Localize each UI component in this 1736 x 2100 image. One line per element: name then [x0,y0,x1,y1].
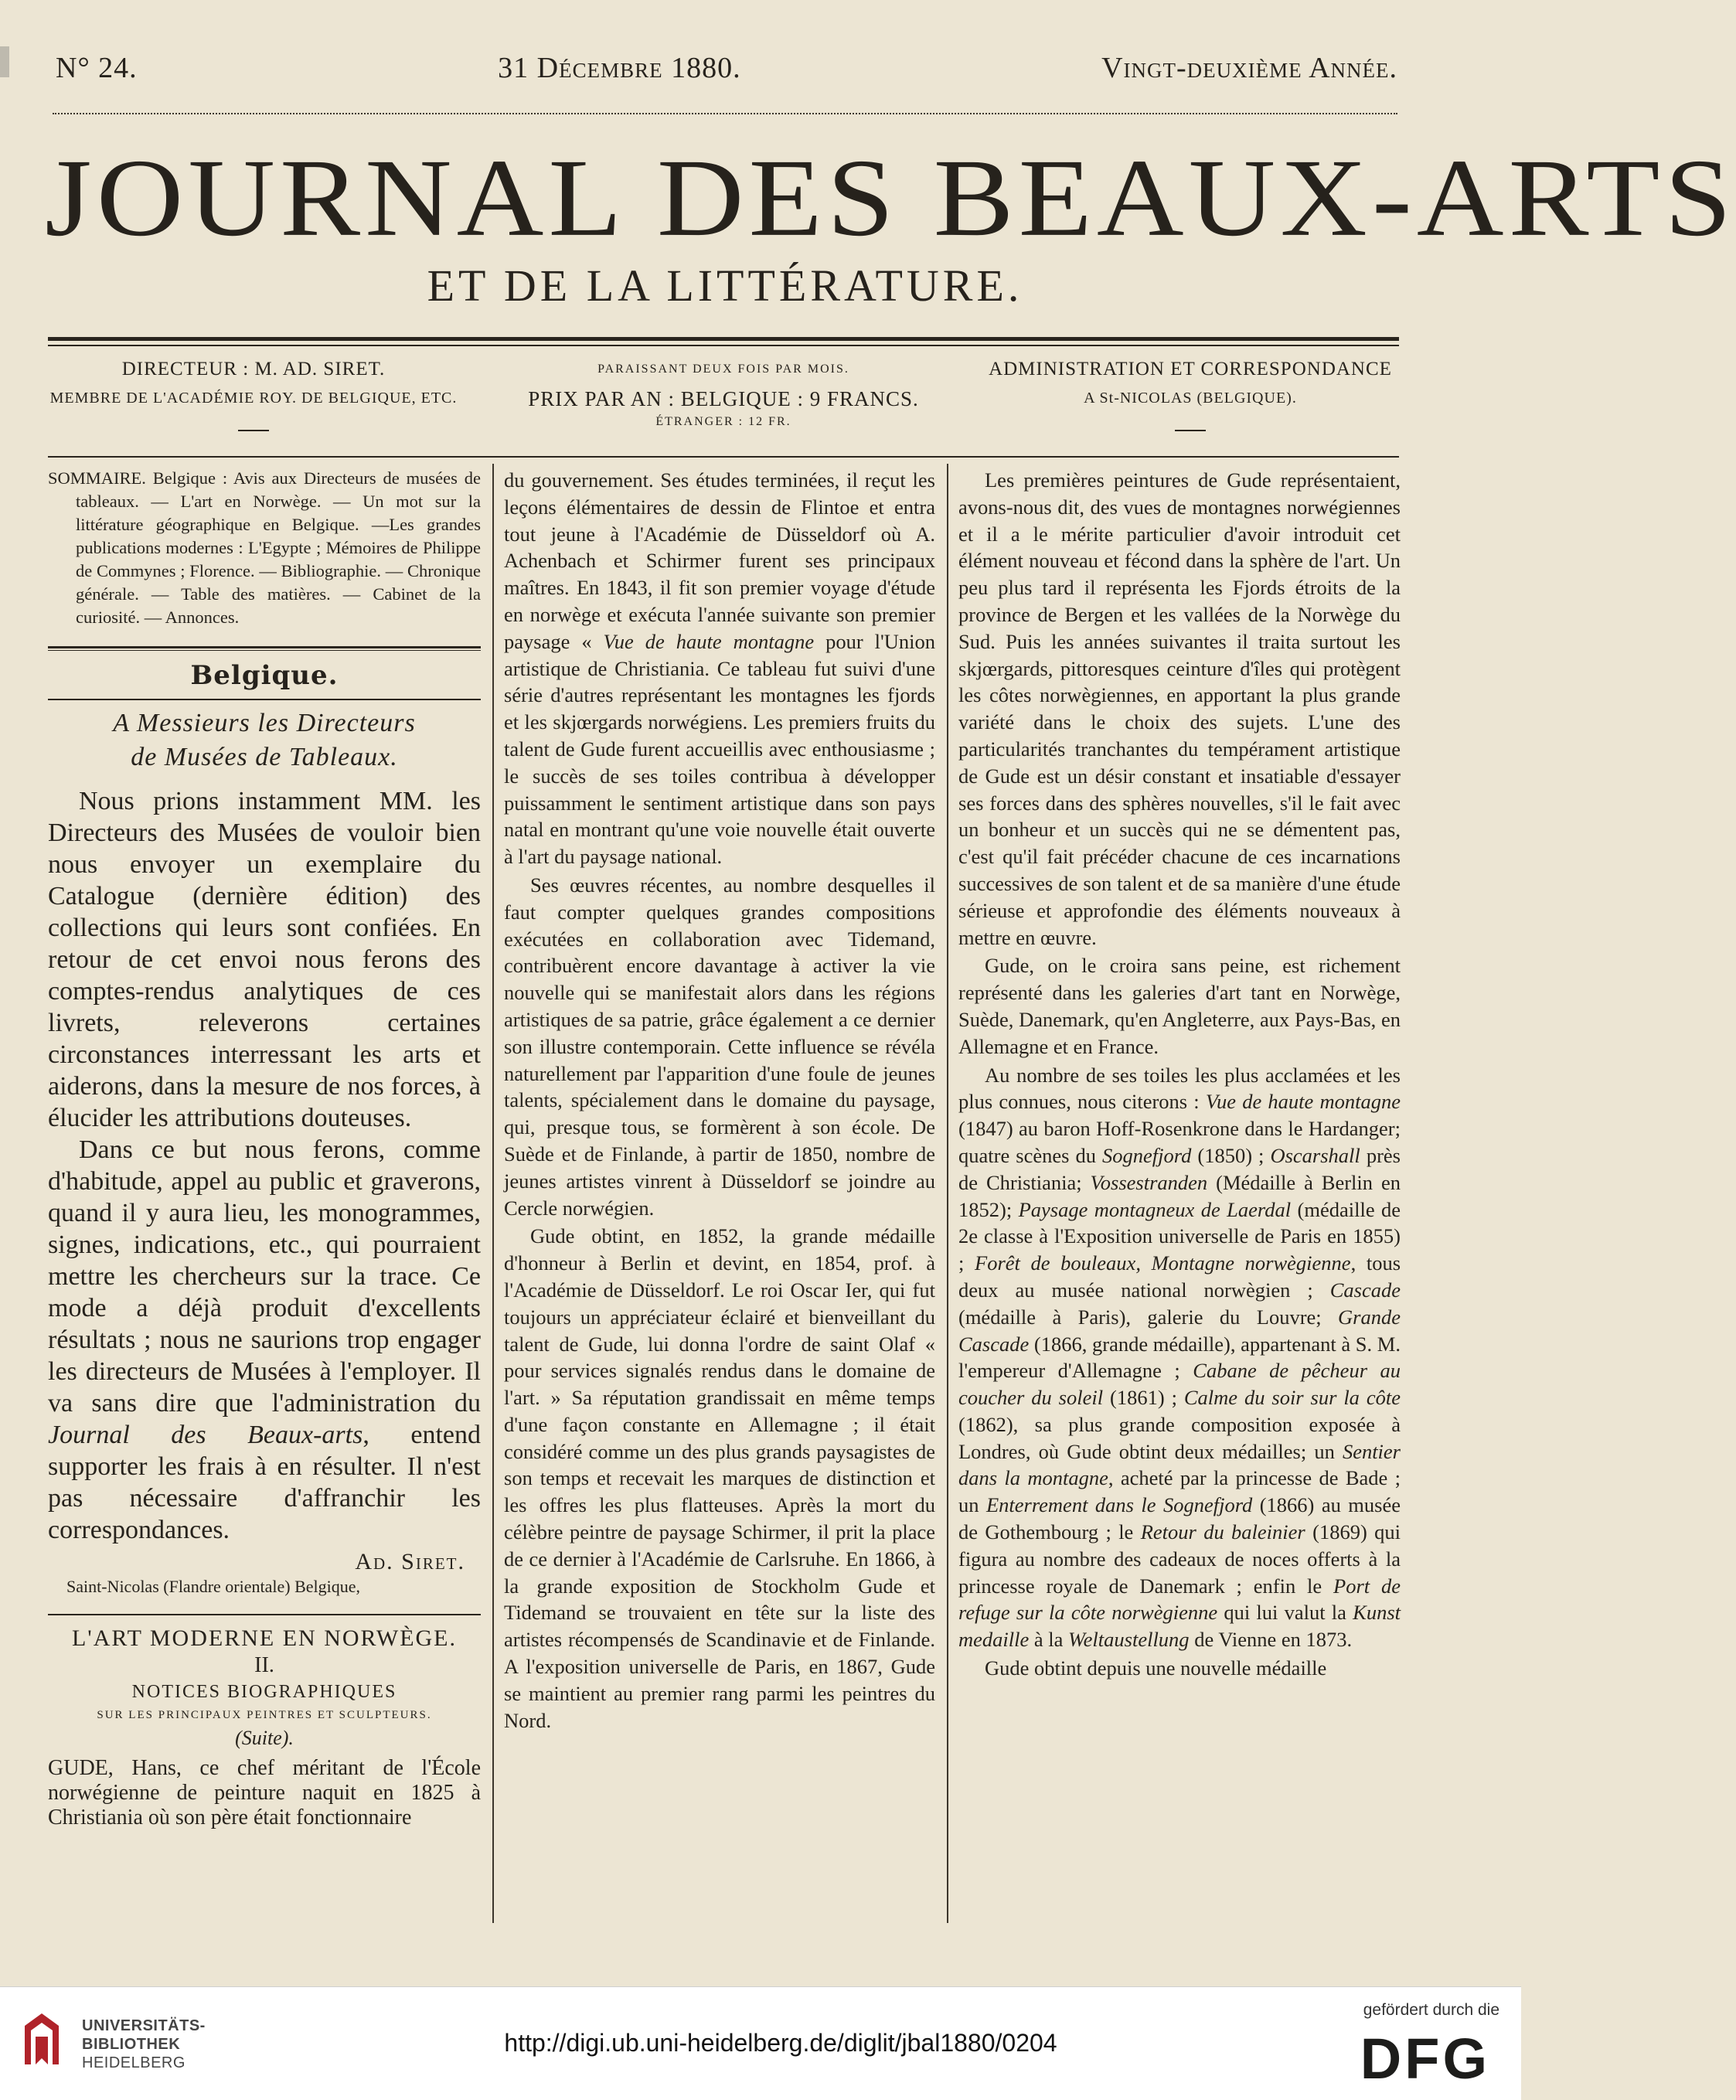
summary [48,467,481,629]
issue-date: 31 Décembre 1880. [498,52,741,84]
artwork-title: Cabane de pêcheur au coucher du soleil [958,1359,1401,1410]
notice-heading-line: de Musées de Tableaux. [131,743,398,771]
signature: Ad. Siret. [355,1549,465,1574]
article-text: (médaille de 2e classe à l'Exposition universelle de Paris en 1855) ; [958,1197,1401,1275]
article-text: à la [1029,1628,1069,1652]
column-1 [48,467,481,1830]
artwork-title: Grande Cascade [958,1305,1401,1356]
article-subtitle: NOTICES BIOGRAPHIQUES [131,1682,397,1702]
article-continued: (Suite). [235,1727,294,1749]
artwork-title: Weltaustellung [1068,1628,1190,1652]
column-3 [958,467,1401,1682]
scan-edge-mark [0,46,9,77]
masthead-double-rule [48,337,1399,346]
source-url-link[interactable]: http://digi.ub.uni-heidelberg.de/diglit/jbal1880/0204 [504,2029,1057,2057]
column-rule [947,464,948,1923]
article-text: (1850) ; [1191,1143,1271,1167]
artwork-title: Enterrement dans le Sognefjord [985,1493,1253,1517]
article-paragraph: Ses œuvres récentes, au nombre desquelles il faut compter quelques grandes compositions exécutées en collaboration avec Tidemand, contribuèrent encore davantage à activer la vie nouvelle qui se manifestait alors dans les régions artistiques de sa patrie, grâce également a ce dernier son illustre contemporain. Cette influence se révéla naturellement par l'apparition d'une foule de jeunes talents, spécialement dans le domaine du paysage, qui, presque tous, se formèrent à son école. De Suède et de Finlande, à partir de 1850, nombre de jeunes artistes vinrent à Düsseldorf se joindre au Cercle norwégien. [504,873,935,1220]
artwork-title: Vue de haute montagne [603,629,815,653]
artwork-title: Cascade [1329,1278,1401,1302]
section-rule [48,699,481,700]
header-bottom-rule [48,456,1399,458]
publication-frequency: PARAISSANT DEUX FOIS PAR MOIS. [597,362,849,376]
artwork-title: Retour du baleinier [1140,1520,1305,1544]
article-body [48,1756,481,1830]
library-name-line: BIBLIOTHEK [82,2036,181,2053]
article-text: (médaille à Paris), galerie du Louvre; [958,1305,1339,1329]
library-name [82,2017,206,2072]
summary-text: Belgique : Avis aux Directeurs de musées de tableaux. — L'art en Norwège. — Un mot sur la littérature géographique en Belgique. —Les grandes publications modernes : L'Egypte ; Mémoires de Philippe de Commynes ; Florence. — Bibliographie. — Chronique générale. — Table des matières. — Cabinet de la curiosité. — Annonces. [76,468,481,627]
column-2 [504,467,935,1734]
article-paragraph: Gude obtint, en 1852, la grande médaille d'honneur à Berlin et devint, en 1854, prof. à l'Académie de Düsseldorf. Le roi Oscar Ier, qui fut toujours un appréciateur éclairé et bienveillant du talent de Gude, lui donna l'ordre de saint Olaf « pour services signalés rendus dans le domaine de l'art. » Sa réputation grandissait en même temps d'une façon constante en Allemagne ; il était considéré comme un des plus grands paysagistes de son temps et recevait les marques de distinction et les offres les plus flatteuses. Après la mort du célèbre peintre de paysage Schirmer, il prit la place de ce dernier à l'Académie de Carlsruhe. En 1866, à la grande exposition de Stockholm Gude et Tidemand se trouvaient en tête sur la liste des artistes récompensés de Scandinavie et de Finlande. A l'exposition universelle de Paris, en 1867, Gude se maintient au premier rang parmi les peintres du Nord. [504,1224,935,1732]
administration-address: A St-NICOLAS (BELGIQUE). [1084,390,1297,407]
article-subtitle-detail: SUR LES PRINCIPAUX PEINTRES ET SCULPTEURS. [97,1709,432,1721]
article-text: , acheté par la princesse de Bade ; un [958,1466,1401,1517]
article-title: L'ART MODERNE EN NORWÈGE. [71,1625,458,1651]
journal-title: JOURNAL DES BEAUX-ARTS [45,135,1736,260]
article-text: (Médaille à Berlin en 1852); [958,1170,1401,1221]
summary-label: SOMMAIRE. [48,468,146,488]
article-text: ce chef méritant de l'École norwégienne de peinture naquit en 1825 à Christiania où son père était fonctionnaire [48,1756,481,1829]
director-membership: MEMBRE DE L'ACADÉMIE ROY. DE BELGIQUE, ETC. [49,390,458,407]
signature-place: Saint-Nicolas (Flandre orientale) Belgique, [66,1577,360,1596]
section-rule [48,646,481,651]
article-text: près de Christiania; [958,1143,1401,1194]
article-text: , tous deux au musée national norwègien ; [958,1251,1401,1302]
library-name-line: UNIVERSITÄTS- [82,2017,206,2034]
article-part-number: II. [254,1653,274,1677]
notice-text: , entend supporter les frais à en résulter. Il n'est pas nécessaire d'affranchir les correspondances. [48,1421,481,1544]
section-rule [48,1614,481,1615]
artwork-title: Port de refuge sur la côte norwègienne [958,1574,1401,1625]
artworks-paragraph [958,1062,1401,1654]
article-text: du gouvernement. Ses études terminées, il reçut les leçons élémentaires de dessin de Flintoe et entra tout jeune à l'Académie de Düsseldorf où A. Achenbach et Schirmer furent ses principaux maîtres. En 1843, il fit son premier voyage d'étude en norwège et exécuta l'année suivante son premier paysage « [504,468,935,653]
article-paragraph: Gude, on le croira sans peine, est richement représenté dans les galeries d'art tant en Norwège, Suède, Danemark, qu'en Angleterre, aux Pays-Bas, en Allemagne et en France. [958,954,1401,1058]
divider-dash [238,430,269,431]
artwork-title: Sognefjord [1102,1143,1192,1167]
article-text: Au nombre de ses toiles les plus acclamées et les plus connues, nous citerons : [958,1063,1401,1114]
article-paragraph: Gude obtint depuis une nouvelle médaille [985,1656,1327,1680]
funding-label: gefördert durch die [1363,2001,1499,2019]
library-name-line: HEIDELBERG [82,2054,186,2071]
notice-heading [48,706,481,774]
article-text: (1866) au musée de Gothembourg ; le [958,1493,1401,1544]
journal-name-italic: Journal des Beaux-arts [48,1421,363,1449]
artwork-title: Kunst medaille [958,1601,1401,1652]
subscription-price: PRIX PAR AN : BELGIQUE : 9 FRANCS. [528,387,919,410]
notice-paragraph: Nous prions instamment MM. les Directeurs des Musées de vouloir bien nous envoyer un exemplaire du Catalogue (dernière édition) des collections qui leurs sont confiées. En retour de cet envoi nous ferons des comptes-rendus analytiques de ces livrets, releverons certaines circonstances interressant les arts et aiderons, dans la mesure de nos forces, à élucider les attributions douteuses. [48,787,481,1132]
article-text: (1862), sa plus grande composition exposée à Londres, où Gude obtint deux médailles; un [958,1412,1401,1463]
foreign-price: ÉTRANGER : 12 FR. [655,415,791,428]
article-text: (1861) ; [1103,1386,1184,1410]
column-rule [492,464,494,1923]
director-info [37,354,470,431]
artist-name: GUDE, Hans, [48,1756,182,1780]
subscription-info [507,354,940,431]
university-library-logo-icon [20,2010,63,2068]
artwork-title: Oscarshall [1270,1143,1360,1167]
article-paragraph: Les premières peintures de Gude représentaient, avons-nous dit, des vues de montagnes norwégiennes et il a le mérite particulier d'avoir introduit cet élément nouveau et fécond dans la sphère de l'art. Un peu plus tard il représenta les Fjords étroits de la province de Bergen et les vallées de la Norwège du Sud. Puis les années suivantes il traita surtout les skjœrgards, pittoresques ceinture d'îles qui protègent les côtes norwègiennes, en apportant la plus grande variété dans le choix des sujets. L'une des particularités tranchantes du tempérament artistique de Gude est un désir constant et insatiable d'essayer ses forces dans des sphères nouvelles, s'il le fait avec un bonheur et un succès qui ne se démentent pas, c'est qu'il fait précéder chacune de ces incarnations successives de son talent et de sa manière d'une étude sérieuse et approfondie des éléments nouveaux à mettre en œuvre. [958,468,1401,949]
article-text: qui lui valut la [1217,1601,1353,1625]
artwork-title: Forêt de bouleaux, Montagne norwègienne [975,1251,1351,1275]
artwork-title: Vue de haute montagne [1205,1090,1401,1114]
publication-info [48,354,1399,439]
administration-label: ADMINISTRATION ET CORRESPONDANCE [989,359,1392,379]
article-text: (1847) au baron Hoff-Rosenkrone dans le Hardanger; quatre scènes du [958,1117,1401,1167]
artwork-title: Calme du soir sur la côte [1183,1386,1401,1410]
artwork-title: Sentier dans la montagne [958,1439,1401,1490]
divider-dash [1175,430,1206,431]
artwork-title: Paysage montagneux de Laerdal [1018,1197,1292,1221]
digitization-footer [0,1986,1521,2100]
director-name: DIRECTEUR : M. AD. SIRET. [121,359,386,379]
notice-paragraph [48,1134,481,1546]
article-text: (1869) qui figura au nombre des cadeaux de noces offerts à la princesse royale de Danemark ; enfin le [958,1520,1401,1598]
artwork-title: Vossestranden [1090,1170,1208,1194]
article-text: pour l'Union artistique de Christiania. Ce tableau fut suivi d'une série d'autres représentant les montagnes les fjords et les skjœrgards norwégiens. Les premiers fruits du talent de Gude furent accueillis avec enthousiasme ; le succès de ses toiles contribua à développer puissamment le sentiment artistique dans son pays natal en montrant qu'une voie nouvelle était ouverte à l'art du paysage national. [504,629,935,869]
issue-number: N° 24. [56,52,138,84]
article-paragraph [48,1756,481,1830]
journal-subtitle: ET DE LA LITTÉRATURE. [427,260,1023,311]
dfg-logo: DFG [1360,2027,1490,2091]
administration-info [974,354,1407,431]
issue-line [56,51,1397,85]
section-title-belgique: Belgique. [190,660,339,691]
article-text: de Vienne en 1873. [1189,1628,1353,1652]
notice-heading-line: A Messieurs les Directeurs [113,709,416,737]
article-text: (1866, grande médaille), appartenant à S. M. l'empereur d'Allemagne ; [958,1332,1401,1383]
notice-text: Dans ce but nous ferons, comme d'habitude, appel au public et graverons, quand il y aura lieu, les monogrammes, signes, indications, etc., qui pourraient mettre les chercheurs sur la trace. Ce mode a déjà produit d'excellents résultats ; nous ne saurions trop engager les directeurs de Musées à l'employer. Il va sans dire que l'administration du [48,1135,481,1418]
article-paragraph [504,467,935,870]
top-dotted-rule [53,113,1397,114]
issue-year: Vingt-deuxième Année. [1101,52,1397,84]
